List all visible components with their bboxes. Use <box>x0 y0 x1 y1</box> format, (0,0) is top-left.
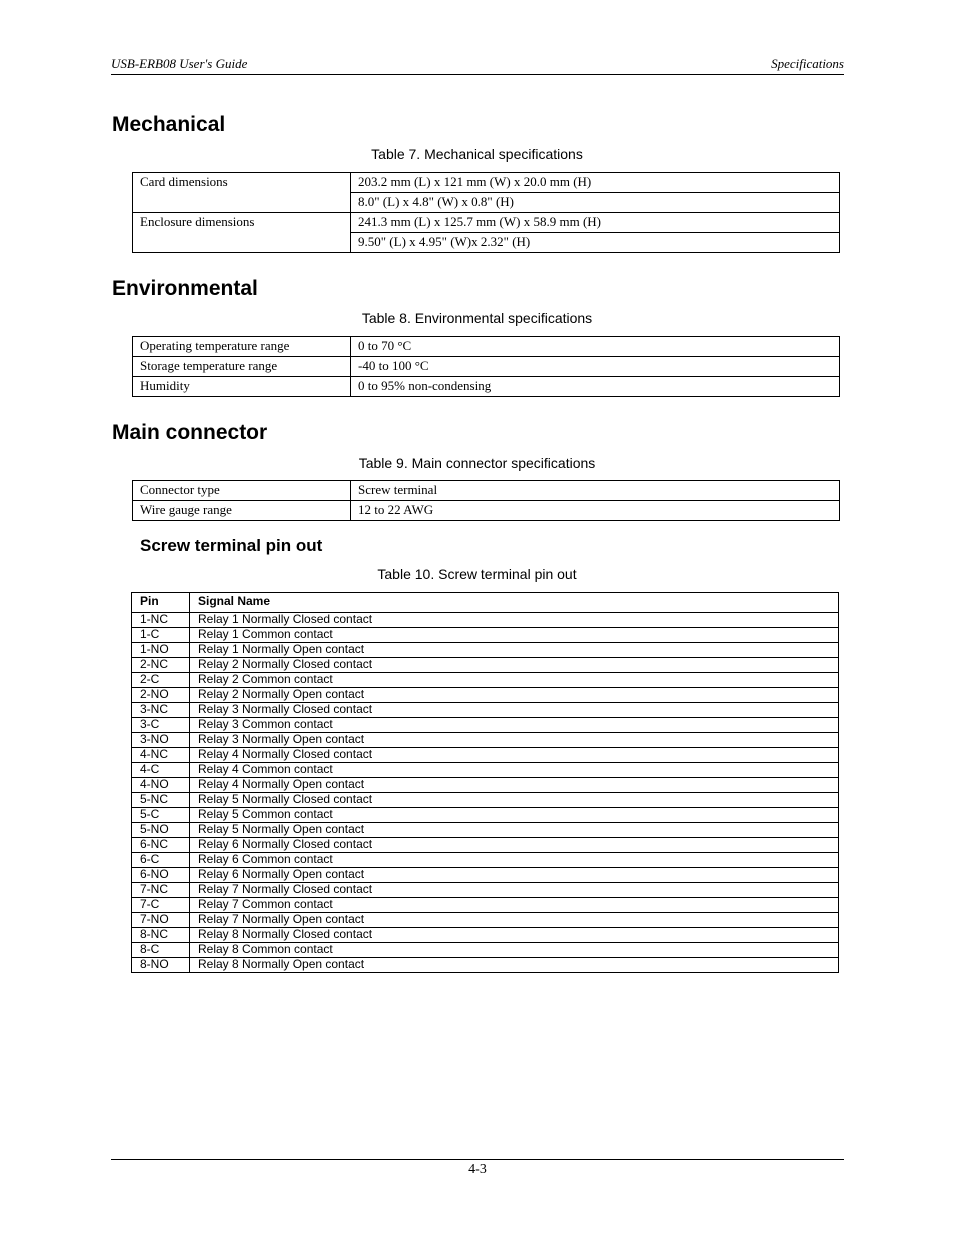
table-row <box>132 928 839 943</box>
table-row <box>133 501 840 521</box>
page-footer <box>111 1159 844 1178</box>
pin-cell: 3-NC <box>132 703 190 718</box>
spec-value: 0 to 95% non-condensing <box>351 377 840 397</box>
table-header-row <box>132 593 839 613</box>
pin-cell: 5-C <box>132 808 190 823</box>
spec-value: 8.0" (L) x 4.8" (W) x 0.8" (H) <box>351 193 840 213</box>
table-row <box>132 628 839 643</box>
signal-name-cell: Relay 6 Normally Closed contact <box>190 838 839 853</box>
table-row <box>132 673 839 688</box>
table-row <box>132 763 839 778</box>
pin-cell: 6-NO <box>132 868 190 883</box>
table-row <box>133 337 840 357</box>
pin-cell: 2-NO <box>132 688 190 703</box>
pin-cell: 1-NC <box>132 613 190 628</box>
table-row <box>132 613 839 628</box>
pin-cell: 1-C <box>132 628 190 643</box>
pin-cell: 4-NO <box>132 778 190 793</box>
table-row <box>132 853 839 868</box>
spec-key: Enclosure dimensions <box>133 213 351 253</box>
signal-name-cell: Relay 6 Common contact <box>190 853 839 868</box>
main-connector-table-caption: Table 9. Main connector specifications <box>358 455 596 471</box>
pin-cell: 3-C <box>132 718 190 733</box>
table-row <box>132 793 839 808</box>
main-connector-spec-table <box>132 480 840 521</box>
spec-key: Wire gauge range <box>133 501 351 521</box>
pinout-table-caption: Table 10. Screw terminal pin out <box>377 566 577 582</box>
signal-name-cell: Relay 6 Normally Open contact <box>190 868 839 883</box>
spec-value: 9.50" (L) x 4.95" (W)x 2.32" (H) <box>351 233 840 253</box>
table-row <box>132 703 839 718</box>
page-number: 4-3 <box>468 1162 487 1177</box>
column-header-signal: Signal Name <box>190 593 839 613</box>
mechanical-heading: Mechanical <box>112 113 226 136</box>
pinout-table <box>131 592 839 973</box>
signal-name-cell: Relay 7 Normally Open contact <box>190 913 839 928</box>
signal-name-cell: Relay 2 Normally Closed contact <box>190 658 839 673</box>
spec-key: Humidity <box>133 377 351 397</box>
main-connector-heading: Main connector <box>112 421 268 444</box>
spec-key: Card dimensions <box>133 173 351 213</box>
pinout-table-body <box>132 613 839 973</box>
table-row <box>132 823 839 838</box>
table-row <box>133 377 840 397</box>
environmental-spec-table <box>132 336 840 397</box>
signal-name-cell: Relay 2 Normally Open contact <box>190 688 839 703</box>
signal-name-cell: Relay 3 Normally Open contact <box>190 733 839 748</box>
signal-name-cell: Relay 1 Normally Open contact <box>190 643 839 658</box>
header-guide-title: USB-ERB08 User's Guide <box>111 56 248 71</box>
signal-name-cell: Relay 7 Common contact <box>190 898 839 913</box>
environmental-table-caption: Table 8. Environmental specifications <box>361 310 593 326</box>
table-row <box>132 658 839 673</box>
signal-name-cell: Relay 1 Normally Closed contact <box>190 613 839 628</box>
pin-cell: 4-C <box>132 763 190 778</box>
spec-value: 0 to 70 °C <box>351 337 840 357</box>
spec-value: 241.3 mm (L) x 125.7 mm (W) x 58.9 mm (H) <box>351 213 840 233</box>
table-row <box>132 688 839 703</box>
spec-value: -40 to 100 °C <box>351 357 840 377</box>
signal-name-cell: Relay 8 Normally Closed contact <box>190 928 839 943</box>
signal-name-cell: Relay 1 Common contact <box>190 628 839 643</box>
signal-name-cell: Relay 4 Common contact <box>190 763 839 778</box>
spec-value: 203.2 mm (L) x 121 mm (W) x 20.0 mm (H) <box>351 173 840 193</box>
signal-name-cell: Relay 3 Normally Closed contact <box>190 703 839 718</box>
table-row <box>132 838 839 853</box>
pin-cell: 8-C <box>132 943 190 958</box>
table-row <box>132 898 839 913</box>
signal-name-cell: Relay 5 Normally Closed contact <box>190 793 839 808</box>
table-row <box>132 913 839 928</box>
spec-key: Storage temperature range <box>133 357 351 377</box>
spec-value: 12 to 22 AWG <box>351 501 840 521</box>
table-row <box>132 733 839 748</box>
signal-name-cell: Relay 3 Common contact <box>190 718 839 733</box>
table-row <box>132 883 839 898</box>
signal-name-cell: Relay 5 Common contact <box>190 808 839 823</box>
spec-key: Operating temperature range <box>133 337 351 357</box>
spec-value: Screw terminal <box>351 481 840 501</box>
signal-name-cell: Relay 8 Normally Open contact <box>190 958 839 973</box>
table-row <box>132 868 839 883</box>
header-chapter-title: Specifications <box>771 56 844 71</box>
pin-cell: 3-NO <box>132 733 190 748</box>
pin-cell: 8-NO <box>132 958 190 973</box>
signal-name-cell: Relay 7 Normally Closed contact <box>190 883 839 898</box>
mechanical-spec-table <box>132 172 840 253</box>
pin-cell: 4-NC <box>132 748 190 763</box>
table-row <box>132 943 839 958</box>
signal-name-cell: Relay 4 Normally Closed contact <box>190 748 839 763</box>
pin-cell: 5-NO <box>132 823 190 838</box>
spec-key: Connector type <box>133 481 351 501</box>
signal-name-cell: Relay 4 Normally Open contact <box>190 778 839 793</box>
signal-name-cell: Relay 5 Normally Open contact <box>190 823 839 838</box>
pin-cell: 7-C <box>132 898 190 913</box>
signal-name-cell: Relay 2 Common contact <box>190 673 839 688</box>
pin-cell: 1-NO <box>132 643 190 658</box>
pin-cell: 7-NC <box>132 883 190 898</box>
table-row <box>132 718 839 733</box>
pin-cell: 6-NC <box>132 838 190 853</box>
running-header <box>111 56 844 75</box>
table-row <box>133 481 840 501</box>
table-row <box>132 748 839 763</box>
pin-cell: 2-C <box>132 673 190 688</box>
pin-cell: 8-NC <box>132 928 190 943</box>
pin-cell: 7-NO <box>132 913 190 928</box>
pin-cell: 2-NC <box>132 658 190 673</box>
table-row <box>132 778 839 793</box>
table-row <box>133 213 840 233</box>
table-row <box>132 643 839 658</box>
table-row <box>132 958 839 973</box>
table-row <box>133 357 840 377</box>
pin-cell: 5-NC <box>132 793 190 808</box>
pinout-heading: Screw terminal pin out <box>140 536 323 555</box>
table-row <box>133 173 840 193</box>
column-header-pin: Pin <box>132 593 190 613</box>
signal-name-cell: Relay 8 Common contact <box>190 943 839 958</box>
mechanical-table-caption: Table 7. Mechanical specifications <box>371 146 583 162</box>
table-row <box>132 808 839 823</box>
environmental-heading: Environmental <box>112 277 258 300</box>
pin-cell: 6-C <box>132 853 190 868</box>
